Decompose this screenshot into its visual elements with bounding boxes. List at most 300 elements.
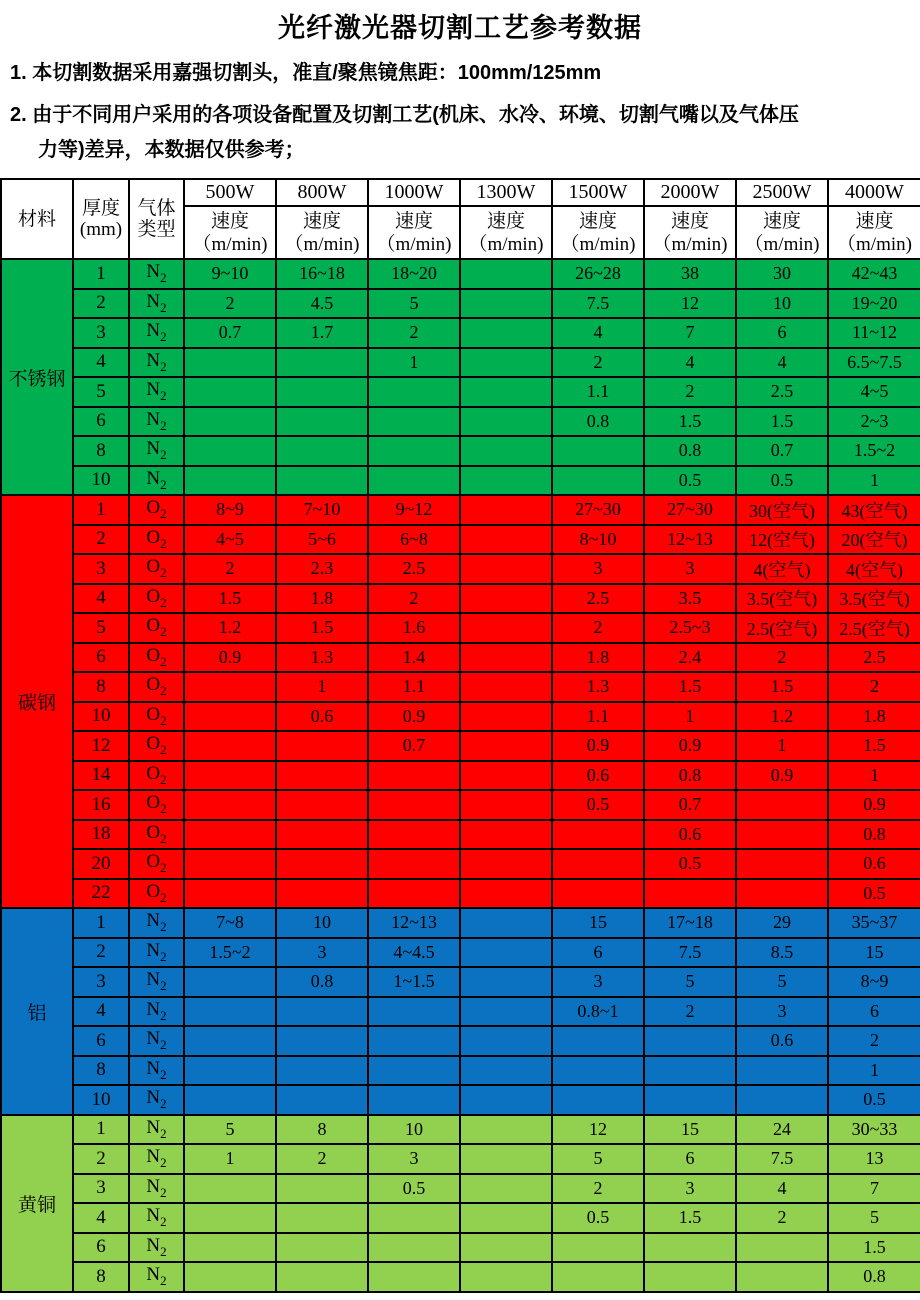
header-speed-4000w: 速度 （m/min) bbox=[828, 206, 920, 259]
speed-value-cell: 4 bbox=[644, 348, 736, 378]
speed-value-cell: 12 bbox=[644, 289, 736, 319]
header-thickness: 厚度 (mm) bbox=[73, 179, 129, 259]
speed-value-cell: 2 bbox=[368, 318, 460, 348]
speed-value-cell: 5 bbox=[552, 1144, 644, 1174]
table-body bbox=[1, 259, 920, 1292]
speed-value-cell bbox=[184, 672, 276, 702]
speed-value-cell bbox=[460, 908, 552, 938]
header-material: 材料 bbox=[1, 179, 73, 259]
speed-value-cell: 12(空气) bbox=[736, 525, 828, 555]
thickness-cell: 8 bbox=[73, 672, 129, 702]
table-row bbox=[1, 318, 920, 348]
table-row bbox=[1, 908, 920, 938]
thickness-cell: 3 bbox=[73, 554, 129, 584]
speed-value-cell: 2 bbox=[552, 348, 644, 378]
speed-value-cell: 2.4 bbox=[644, 643, 736, 673]
speed-value-cell bbox=[460, 1174, 552, 1204]
speed-value-cell: 2 bbox=[276, 1144, 368, 1174]
thickness-cell: 6 bbox=[73, 407, 129, 437]
thickness-cell: 6 bbox=[73, 643, 129, 673]
speed-value-cell: 6.5~7.5 bbox=[828, 348, 920, 378]
header-power-500w: 500W bbox=[184, 179, 276, 206]
speed-value-cell: 2.5~3 bbox=[644, 613, 736, 643]
speed-value-cell bbox=[276, 1085, 368, 1115]
gas-cell: $N_2$ bbox=[129, 1233, 184, 1263]
table-row bbox=[1, 495, 920, 525]
speed-value-cell: 2.3 bbox=[276, 554, 368, 584]
gas-cell: $N_2$ bbox=[129, 1262, 184, 1292]
table-row bbox=[1, 1174, 920, 1204]
speed-value-cell: 0.5 bbox=[644, 466, 736, 496]
table-row bbox=[1, 377, 920, 407]
speed-value-cell: 3.5(空气) bbox=[828, 584, 920, 614]
gas-cell: $N_2$ bbox=[129, 967, 184, 997]
speed-value-cell: 3 bbox=[644, 1174, 736, 1204]
speed-value-cell: 8~10 bbox=[552, 525, 644, 555]
thickness-cell: 4 bbox=[73, 584, 129, 614]
table-row bbox=[1, 289, 920, 319]
speed-value-cell: 10 bbox=[276, 908, 368, 938]
thickness-cell: 12 bbox=[73, 731, 129, 761]
speed-value-cell: 38 bbox=[644, 259, 736, 289]
speed-value-cell bbox=[184, 1203, 276, 1233]
speed-value-cell bbox=[184, 997, 276, 1027]
speed-value-cell: 0.7 bbox=[368, 731, 460, 761]
speed-value-cell bbox=[460, 377, 552, 407]
speed-value-cell bbox=[460, 761, 552, 791]
speed-value-cell: 2.5 bbox=[828, 643, 920, 673]
speed-value-cell: 0.8 bbox=[644, 761, 736, 791]
table-row bbox=[1, 938, 920, 968]
speed-value-cell bbox=[276, 1262, 368, 1292]
speed-value-cell bbox=[736, 1056, 828, 1086]
speed-value-cell: 1 bbox=[184, 1144, 276, 1174]
speed-value-cell: 6 bbox=[644, 1144, 736, 1174]
speed-value-cell: 0.6 bbox=[828, 849, 920, 879]
speed-value-cell bbox=[460, 466, 552, 496]
gas-cell: $O_2$ bbox=[129, 702, 184, 732]
speed-value-cell bbox=[460, 1056, 552, 1086]
speed-value-cell: 6~8 bbox=[368, 525, 460, 555]
speed-value-cell: 11~12 bbox=[828, 318, 920, 348]
speed-value-cell: 1.8 bbox=[552, 643, 644, 673]
speed-value-cell: 0.5 bbox=[368, 1174, 460, 1204]
speed-value-cell bbox=[368, 879, 460, 909]
speed-value-cell bbox=[460, 1144, 552, 1174]
speed-value-cell: 4~4.5 bbox=[368, 938, 460, 968]
thickness-cell: 22 bbox=[73, 879, 129, 909]
speed-value-cell bbox=[460, 672, 552, 702]
thickness-cell: 8 bbox=[73, 1262, 129, 1292]
speed-value-cell: 2.5 bbox=[368, 554, 460, 584]
gas-cell: $O_2$ bbox=[129, 820, 184, 850]
speed-value-cell: 0.6 bbox=[736, 1026, 828, 1056]
speed-value-cell bbox=[368, 377, 460, 407]
header-speed-2000w: 速度 （m/min) bbox=[644, 206, 736, 259]
table-row bbox=[1, 348, 920, 378]
speed-value-cell bbox=[368, 997, 460, 1027]
speed-value-cell: 1.1 bbox=[552, 702, 644, 732]
speed-value-cell: 1.5 bbox=[276, 613, 368, 643]
table-row bbox=[1, 554, 920, 584]
speed-value-cell bbox=[736, 879, 828, 909]
gas-cell: $N_2$ bbox=[129, 1115, 184, 1145]
speed-value-cell: 1.5~2 bbox=[828, 436, 920, 466]
speed-value-cell bbox=[460, 289, 552, 319]
speed-value-cell: 8 bbox=[276, 1115, 368, 1145]
header-power-1000w: 1000W bbox=[368, 179, 460, 206]
table-row bbox=[1, 849, 920, 879]
speed-value-cell: 3.5 bbox=[644, 584, 736, 614]
speed-value-cell bbox=[736, 790, 828, 820]
speed-value-cell bbox=[368, 761, 460, 791]
gas-cell: $O_2$ bbox=[129, 584, 184, 614]
speed-value-cell: 2 bbox=[736, 1203, 828, 1233]
speed-value-cell bbox=[276, 761, 368, 791]
speed-value-cell bbox=[552, 1026, 644, 1056]
speed-value-cell bbox=[184, 348, 276, 378]
speed-value-cell: 15 bbox=[644, 1115, 736, 1145]
table-row bbox=[1, 672, 920, 702]
speed-value-cell bbox=[184, 1174, 276, 1204]
thickness-cell: 10 bbox=[73, 1085, 129, 1115]
speed-value-cell bbox=[276, 348, 368, 378]
speed-value-cell bbox=[460, 731, 552, 761]
speed-value-cell: 6 bbox=[736, 318, 828, 348]
speed-value-cell bbox=[368, 820, 460, 850]
header-speed-1500w: 速度 （m/min) bbox=[552, 206, 644, 259]
thickness-cell: 18 bbox=[73, 820, 129, 850]
speed-value-cell bbox=[460, 702, 552, 732]
speed-value-cell: 15 bbox=[828, 938, 920, 968]
speed-value-cell: 0.7 bbox=[736, 436, 828, 466]
speed-value-cell bbox=[644, 879, 736, 909]
speed-value-cell: 4~5 bbox=[184, 525, 276, 555]
speed-value-cell: 5 bbox=[644, 967, 736, 997]
gas-cell: $N_2$ bbox=[129, 289, 184, 319]
speed-value-cell: 1.8 bbox=[276, 584, 368, 614]
speed-value-cell bbox=[368, 1203, 460, 1233]
speed-value-cell: 1.5 bbox=[736, 407, 828, 437]
speed-value-cell: 20(空气) bbox=[828, 525, 920, 555]
speed-value-cell bbox=[460, 938, 552, 968]
speed-value-cell bbox=[460, 1115, 552, 1145]
speed-value-cell: 0.5 bbox=[828, 1085, 920, 1115]
speed-value-cell bbox=[460, 554, 552, 584]
thickness-cell: 10 bbox=[73, 466, 129, 496]
speed-value-cell bbox=[460, 407, 552, 437]
speed-value-cell: 4 bbox=[736, 348, 828, 378]
speed-value-cell: 27~30 bbox=[644, 495, 736, 525]
table-row bbox=[1, 1056, 920, 1086]
speed-value-cell: 17~18 bbox=[644, 908, 736, 938]
gas-cell: $O_2$ bbox=[129, 672, 184, 702]
speed-value-cell: 2.5 bbox=[552, 584, 644, 614]
speed-value-cell: 1.2 bbox=[736, 702, 828, 732]
speed-value-cell: 5 bbox=[828, 1203, 920, 1233]
speed-value-cell bbox=[736, 820, 828, 850]
speed-value-cell: 1 bbox=[368, 348, 460, 378]
speed-value-cell bbox=[460, 1233, 552, 1263]
speed-value-cell: 0.8 bbox=[828, 820, 920, 850]
table-row bbox=[1, 967, 920, 997]
speed-value-cell: 3 bbox=[552, 554, 644, 584]
speed-value-cell bbox=[184, 1233, 276, 1263]
speed-value-cell bbox=[460, 613, 552, 643]
gas-cell: $N_2$ bbox=[129, 1174, 184, 1204]
speed-value-cell: 30(空气) bbox=[736, 495, 828, 525]
speed-value-cell bbox=[276, 849, 368, 879]
speed-value-cell: 0.7 bbox=[644, 790, 736, 820]
speed-value-cell: 19~20 bbox=[828, 289, 920, 319]
table-row bbox=[1, 525, 920, 555]
speed-value-cell bbox=[368, 407, 460, 437]
speed-value-cell: 0.9 bbox=[828, 790, 920, 820]
speed-value-cell bbox=[460, 790, 552, 820]
thickness-cell: 5 bbox=[73, 377, 129, 407]
speed-value-cell: 0.9 bbox=[368, 702, 460, 732]
speed-value-cell: 1.3 bbox=[276, 643, 368, 673]
speed-value-cell: 5 bbox=[184, 1115, 276, 1145]
thickness-cell: 8 bbox=[73, 436, 129, 466]
header-speed-1300w: 速度 （m/min) bbox=[460, 206, 552, 259]
speed-value-cell bbox=[736, 1085, 828, 1115]
thickness-cell: 5 bbox=[73, 613, 129, 643]
speed-value-cell: 1.3 bbox=[552, 672, 644, 702]
thickness-cell: 1 bbox=[73, 495, 129, 525]
thickness-cell: 8 bbox=[73, 1056, 129, 1086]
speed-value-cell: 0.5 bbox=[736, 466, 828, 496]
table-row bbox=[1, 1115, 920, 1145]
material-cell: 不锈钢 bbox=[1, 259, 73, 495]
gas-cell: $N_2$ bbox=[129, 938, 184, 968]
speed-value-cell: 7.5 bbox=[644, 938, 736, 968]
speed-value-cell bbox=[460, 643, 552, 673]
speed-value-cell bbox=[736, 1262, 828, 1292]
thickness-cell: 2 bbox=[73, 525, 129, 555]
speed-value-cell: 2 bbox=[184, 289, 276, 319]
speed-value-cell: 0.5 bbox=[552, 790, 644, 820]
header-power-1500w: 1500W bbox=[552, 179, 644, 206]
thickness-cell: 6 bbox=[73, 1233, 129, 1263]
speed-value-cell bbox=[184, 731, 276, 761]
gas-cell: $N_2$ bbox=[129, 1144, 184, 1174]
header-speed-2500w: 速度 （m/min) bbox=[736, 206, 828, 259]
cutting-data-table bbox=[0, 178, 920, 1293]
gas-cell: $N_2$ bbox=[129, 466, 184, 496]
speed-value-cell bbox=[276, 1026, 368, 1056]
speed-value-cell: 1.4 bbox=[368, 643, 460, 673]
speed-value-cell: 0.9 bbox=[736, 761, 828, 791]
speed-value-cell: 12~13 bbox=[644, 525, 736, 555]
speed-value-cell: 1.8 bbox=[828, 702, 920, 732]
speed-value-cell bbox=[184, 879, 276, 909]
note-1: 1. 本切割数据采用嘉强切割头，准直/聚焦镜焦距：100mm/125mm bbox=[10, 62, 602, 84]
speed-value-cell bbox=[368, 1085, 460, 1115]
speed-value-cell: 30~33 bbox=[828, 1115, 920, 1145]
gas-cell: $O_2$ bbox=[129, 761, 184, 791]
speed-value-cell: 1.7 bbox=[276, 318, 368, 348]
table-row bbox=[1, 613, 920, 643]
note-2-line-1: 2. 由于不同用户采用的各项设备配置及切割工艺(机床、水冷、环境、切割气嘴以及气体压 bbox=[10, 104, 799, 126]
speed-value-cell: 7.5 bbox=[736, 1144, 828, 1174]
speed-value-cell: 0.9 bbox=[552, 731, 644, 761]
speed-value-cell bbox=[276, 1233, 368, 1263]
table-row bbox=[1, 643, 920, 673]
speed-value-cell: 1.5 bbox=[736, 672, 828, 702]
speed-value-cell: 2 bbox=[736, 643, 828, 673]
table-row bbox=[1, 259, 920, 289]
thickness-cell: 1 bbox=[73, 259, 129, 289]
notes bbox=[10, 58, 910, 168]
speed-value-cell bbox=[644, 1233, 736, 1263]
speed-value-cell: 27~30 bbox=[552, 495, 644, 525]
speed-value-cell: 1.5 bbox=[828, 1233, 920, 1263]
speed-value-cell: 1.1 bbox=[368, 672, 460, 702]
speed-value-cell bbox=[460, 259, 552, 289]
gas-cell: $O_2$ bbox=[129, 613, 184, 643]
gas-cell: $N_2$ bbox=[129, 407, 184, 437]
speed-value-cell: 2 bbox=[552, 1174, 644, 1204]
speed-value-cell bbox=[644, 1085, 736, 1115]
speed-value-cell: 12~13 bbox=[368, 908, 460, 938]
speed-value-cell: 4.5 bbox=[276, 289, 368, 319]
thickness-cell: 2 bbox=[73, 938, 129, 968]
gas-cell: $N_2$ bbox=[129, 348, 184, 378]
speed-value-cell: 0.8 bbox=[644, 436, 736, 466]
speed-value-cell: 7~8 bbox=[184, 908, 276, 938]
speed-value-cell: 18~20 bbox=[368, 259, 460, 289]
speed-value-cell: 0.8 bbox=[276, 967, 368, 997]
speed-value-cell: 24 bbox=[736, 1115, 828, 1145]
speed-value-cell: 1.5 bbox=[644, 672, 736, 702]
speed-value-cell bbox=[276, 820, 368, 850]
speed-value-cell: 12 bbox=[552, 1115, 644, 1145]
speed-value-cell: 3 bbox=[552, 967, 644, 997]
speed-value-cell: 4 bbox=[736, 1174, 828, 1204]
thickness-cell: 4 bbox=[73, 997, 129, 1027]
material-cell: 铝 bbox=[1, 908, 73, 1115]
table-row bbox=[1, 466, 920, 496]
speed-value-cell: 8.5 bbox=[736, 938, 828, 968]
speed-value-cell bbox=[276, 997, 368, 1027]
material-cell: 黄铜 bbox=[1, 1115, 73, 1292]
speed-value-cell bbox=[276, 407, 368, 437]
thickness-cell: 10 bbox=[73, 702, 129, 732]
speed-value-cell: 1.5 bbox=[644, 1203, 736, 1233]
gas-cell: $N_2$ bbox=[129, 259, 184, 289]
speed-value-cell: 5~6 bbox=[276, 525, 368, 555]
table-row bbox=[1, 997, 920, 1027]
speed-value-cell: 0.6 bbox=[552, 761, 644, 791]
speed-value-cell: 7~10 bbox=[276, 495, 368, 525]
speed-value-cell bbox=[184, 407, 276, 437]
speed-value-cell bbox=[552, 436, 644, 466]
gas-cell: $N_2$ bbox=[129, 436, 184, 466]
speed-value-cell: 4(空气) bbox=[828, 554, 920, 584]
gas-cell: $O_2$ bbox=[129, 731, 184, 761]
thickness-cell: 6 bbox=[73, 1026, 129, 1056]
note-2-line-2: 力等)差异，本数据仅供参考； bbox=[38, 139, 305, 161]
speed-value-cell bbox=[368, 1233, 460, 1263]
table-row bbox=[1, 584, 920, 614]
thickness-cell: 3 bbox=[73, 967, 129, 997]
speed-value-cell: 3 bbox=[644, 554, 736, 584]
speed-value-cell bbox=[460, 1085, 552, 1115]
speed-value-cell: 3 bbox=[368, 1144, 460, 1174]
speed-value-cell: 1 bbox=[828, 1056, 920, 1086]
speed-value-cell bbox=[644, 1026, 736, 1056]
speed-value-cell: 1.2 bbox=[184, 613, 276, 643]
speed-value-cell: 1 bbox=[828, 466, 920, 496]
speed-value-cell bbox=[184, 1262, 276, 1292]
thickness-cell: 2 bbox=[73, 289, 129, 319]
speed-value-cell bbox=[552, 820, 644, 850]
table-row bbox=[1, 820, 920, 850]
header-speed-500w: 速度 （m/min) bbox=[184, 206, 276, 259]
speed-value-cell bbox=[368, 849, 460, 879]
table-row bbox=[1, 1144, 920, 1174]
header-power-2000w: 2000W bbox=[644, 179, 736, 206]
speed-value-cell: 13 bbox=[828, 1144, 920, 1174]
speed-value-cell bbox=[184, 1026, 276, 1056]
header-speed-1000w: 速度 （m/min) bbox=[368, 206, 460, 259]
table-row bbox=[1, 1203, 920, 1233]
speed-value-cell: 16~18 bbox=[276, 259, 368, 289]
header-power-row bbox=[1, 179, 920, 206]
speed-value-cell: 1.5 bbox=[828, 731, 920, 761]
table-row bbox=[1, 1085, 920, 1115]
speed-value-cell: 26~28 bbox=[552, 259, 644, 289]
speed-value-cell: 1.5~2 bbox=[184, 938, 276, 968]
gas-cell: $O_2$ bbox=[129, 879, 184, 909]
speed-value-cell bbox=[460, 1262, 552, 1292]
speed-value-cell bbox=[276, 1056, 368, 1086]
speed-value-cell: 3 bbox=[276, 938, 368, 968]
speed-value-cell: 2 bbox=[552, 613, 644, 643]
speed-value-cell bbox=[552, 879, 644, 909]
speed-value-cell: 1 bbox=[644, 702, 736, 732]
table-row bbox=[1, 790, 920, 820]
speed-value-cell bbox=[460, 820, 552, 850]
speed-value-cell bbox=[552, 466, 644, 496]
speed-value-cell: 2 bbox=[184, 554, 276, 584]
speed-value-cell: 0.5 bbox=[644, 849, 736, 879]
gas-cell: $N_2$ bbox=[129, 1085, 184, 1115]
speed-value-cell: 6 bbox=[828, 997, 920, 1027]
table-row bbox=[1, 879, 920, 909]
speed-value-cell bbox=[644, 1262, 736, 1292]
speed-value-cell: 2 bbox=[368, 584, 460, 614]
speed-value-cell bbox=[368, 1262, 460, 1292]
speed-value-cell: 7 bbox=[644, 318, 736, 348]
material-cell: 碳钢 bbox=[1, 495, 73, 908]
thickness-cell: 4 bbox=[73, 1203, 129, 1233]
table-row bbox=[1, 731, 920, 761]
thickness-cell: 14 bbox=[73, 761, 129, 791]
speed-value-cell bbox=[276, 377, 368, 407]
speed-value-cell bbox=[368, 436, 460, 466]
speed-value-cell: 35~37 bbox=[828, 908, 920, 938]
header-gas-type: 气体 类型 bbox=[129, 179, 184, 259]
speed-value-cell: 2 bbox=[828, 1026, 920, 1056]
gas-cell: $N_2$ bbox=[129, 997, 184, 1027]
speed-value-cell: 0.5 bbox=[828, 879, 920, 909]
gas-cell: $N_2$ bbox=[129, 1056, 184, 1086]
speed-value-cell: 3 bbox=[736, 997, 828, 1027]
speed-value-cell: 5 bbox=[368, 289, 460, 319]
speed-value-cell bbox=[552, 1262, 644, 1292]
